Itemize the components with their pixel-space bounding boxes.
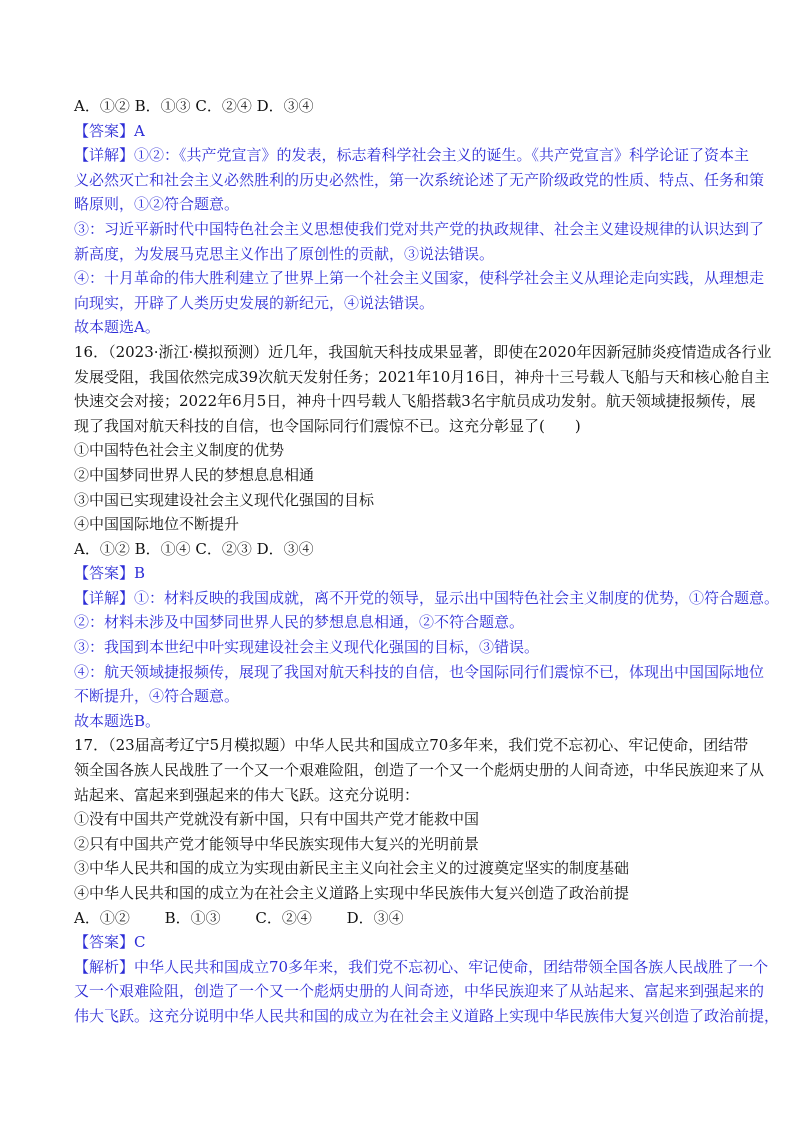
text-line: 向现实，开辟了人类历史发展的新纪元，④说法错误。 (74, 293, 435, 312)
text-line: 【答案】C (74, 933, 146, 952)
text-line: 【答案】A (74, 121, 145, 140)
text-line: 【详解】①②：《共产党宣言》的发表，标志着科学社会主义的诞生。《共产党宣言》科学论证了资本主 (74, 146, 750, 165)
text-line: ②只有中国共产党才能领导中华民族实现伟大复兴的光明前景 (74, 834, 480, 853)
text-line: 现了我国对航天科技的自信，也令国际同行们震惊不已。这充分彰显了( ) (74, 416, 581, 435)
document-page (74, 94, 780, 1029)
text-line: 不断提升，④符合题意。 (74, 687, 240, 706)
text-line: 【解析】中华人民共和国成立70多年来，我们党不忘初心、牢记使命，团结带领全国各族人民战胜了一个 (74, 957, 769, 976)
text-line: ③：我国到本世纪中叶实现建设社会主义现代化强国的目标，③错误。 (74, 638, 540, 657)
text-line: 故本题选B。 (74, 711, 161, 730)
text-line: 发展受阻，我国依然完成39次航天发射任务；2021年10月16日，神舟十三号载人飞船与天和核心舱自主 (74, 367, 770, 386)
text-line: 【详解】①：材料反映的我国成就，离不开党的领导，显示出中国特色社会主义制度的优势，①符合题意。 (74, 588, 780, 607)
text-line: ④：十月革命的伟大胜利建立了世界上第一个社会主义国家，使科学社会主义从理论走向实践，从理想走 (74, 269, 765, 288)
text-line: ②中国梦同世界人民的梦想息息相通 (74, 465, 315, 484)
text-line: 义必然灭亡和社会主义必然胜利的历史必然性，第一次系统论述了无产阶级政党的性质、特点、任务和策 (74, 170, 765, 189)
text-line: A．①② B．①③ C．②④ D．③④ (74, 908, 404, 927)
text-line: ③中国已实现建设社会主义现代化强国的目标 (74, 490, 375, 509)
text-line: 新高度，为发展马克思主义作出了原创性的贡献，③说法错误。 (74, 244, 495, 263)
text-line: 伟大飞跃。这充分说明中华人民共和国的成立为在社会主义道路上实现中华民族伟大复兴创造了政治前提， (74, 1006, 780, 1025)
text-line: 站起来、富起来到强起来的伟大飞跃。这充分说明： (74, 785, 420, 804)
text-line: ④中国国际地位不断提升 (74, 515, 240, 534)
text-line: ③：习近平新时代中国特色社会主义思想使我们党对共产党的执政规律、社会主义建设规律的认识达到了 (74, 219, 765, 238)
text-line: 【答案】B (74, 564, 146, 583)
text-line: ④：航天领域捷报频传，展现了我国对航天科技的自信，也令国际同行们震惊不已，体现出中国国际地位 (74, 662, 765, 681)
text-line: ②：材料未涉及中国梦同世界人民的梦想息息相通，②不符合题意。 (74, 613, 525, 632)
text-line: ④中华人民共和国的成立为在社会主义道路上实现中华民族伟大复兴创造了政治前提 (74, 884, 630, 902)
text-line: 又一个艰难险阻，创造了一个又一个彪炳史册的人间奇迹，中华民族迎来了从站起来、富起来到强起来的 (74, 982, 765, 1001)
text-line: 17．（23届高考辽宁5月模拟题）中华人民共和国成立70多年来，我们党不忘初心、牢记使命，团结带 (74, 736, 749, 755)
text-line: A．①② B．①④ C．②③ D．③④ (74, 539, 314, 558)
text-line: 略原则，①②符合题意。 (74, 195, 240, 214)
text-line: ③中华人民共和国的成立为实现由新民主主义向社会主义的过渡奠定坚实的制度基础 (74, 859, 630, 878)
text-line: ①中国特色社会主义制度的优势 (74, 441, 285, 460)
text-line: 快速交会对接；2022年6月5日，神舟十四号载人飞船搭载3名宇航员成功发射。航天领域捷报频传，展 (74, 392, 756, 411)
text-line: A．①② B．①③ C．②④ D．③④ (74, 97, 314, 115)
text-line: 16．（2023·浙江·模拟预测）近几年，我国航天科技成果显著，即使在2020年因新冠肺炎疫情造成各行业 (74, 342, 772, 361)
text-line: ①没有中国共产党就没有新中国，只有中国共产党才能救中国 (74, 810, 480, 829)
text-line: 领全国各族人民战胜了一个又一个艰难险阻，创造了一个又一个彪炳史册的人间奇迹，中华民族迎来了从 (74, 761, 765, 780)
text-line: 故本题选A。 (74, 318, 160, 337)
